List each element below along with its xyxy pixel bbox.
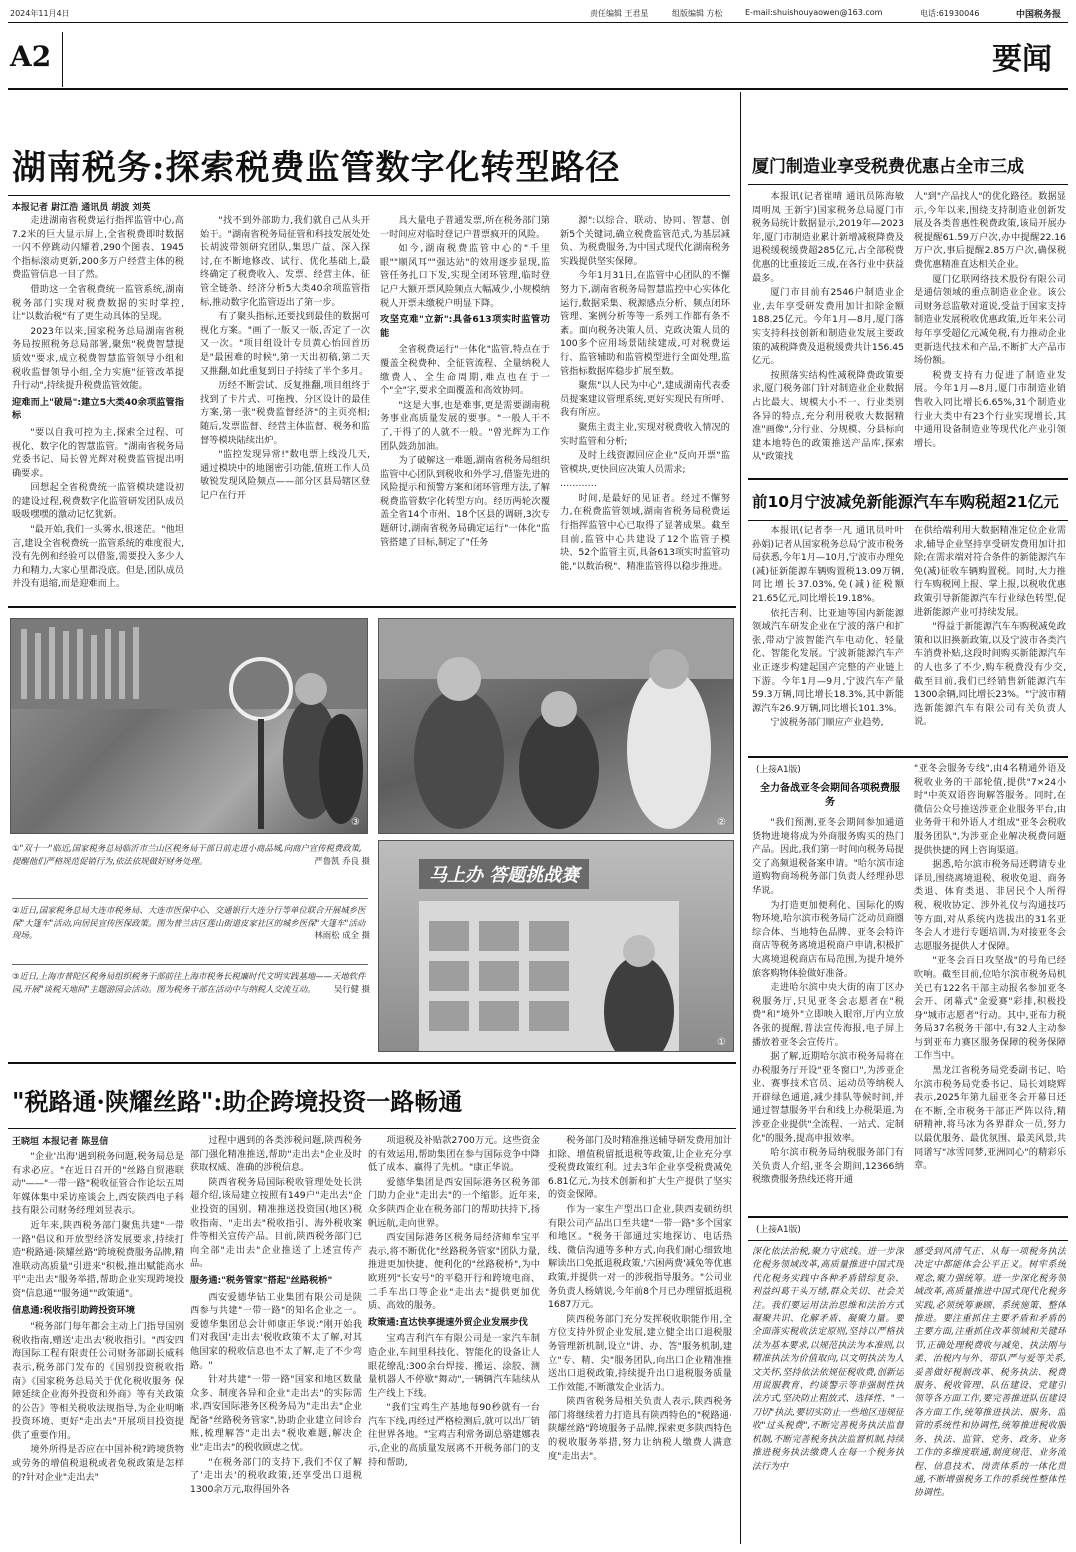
article2-column-4	[548, 1134, 732, 1544]
photo-1-store	[10, 618, 368, 834]
paragraph: 为了破解这一难题,湖南省税务局组织监管中心团队到税收和外学习,借鉴先进的风险提示和预警方案和闭环管理方法,了解税费监管数字化转型方向。经历两轮次覆盖全省14个市州、18个区县的调研,3次专题研讨,湖南省税务局确定运行"一体化"监管搭建了目标,制定了"任务	[380, 455, 550, 548]
paragraph: 具大量电子普通发票,所在税务部门第一时间应对临时登记户普票疯开的风险。	[380, 215, 550, 240]
right2-headline: 前10月宁波减免新能源汽车车购税超21亿元	[752, 493, 1059, 511]
paragraph: 本报讯(记者崔晴 通讯员陈海敏 周明凤 王新宇)国家税务总局厦门市税务局统计数据显示,2019年—2023年,厦门市制造业累计新增减税降费及退税缓税缓费超285亿元,占全部税费优惠的比重接近三成,在各行业中获益最多。	[752, 191, 904, 284]
paragraph: 如今,湖南税费监管中心的"千里眼""顺风耳""强达站"的效用逐步显现,监管任务扎口下发,实现全闭环管理,临时登记户大额开票风险频点大幅减少,小规模纳税人开票未缴税户明显下降。	[380, 243, 550, 309]
lead-column-4	[560, 214, 730, 598]
right1-column-2	[914, 190, 1066, 472]
masthead-editor: 责任编辑 王君星	[590, 9, 649, 18]
paragraph: "亚冬会百日攻坚战"的号角已经吹响。截至目前,位哈尔滨市税务局机关已有122名干部主动报名参加亚冬会开、闭幕式"金爱赛"彩排,积极投身"城市志愿者"行动。其中,亚布力税务局37名税务干部中,有32人主动参与到亚布力赛区服务保障的税务保障工作当中。	[914, 955, 1066, 1062]
right1-column-1	[752, 190, 904, 472]
masthead-phone: 电话:61930046	[920, 9, 980, 18]
paragraph: 陕西省税务局相关负责人表示,陕西税务部门将继续着力打造具有陕西特色的"税路通·陕耀丝路"跨境服务子品牌,探索更多陕西特色的税收服务举措,努力让纳税人缴费人满意度"走出去"。	[548, 1396, 732, 1462]
right2-column-1	[752, 524, 904, 750]
paragraph: 2023年以来,国家税务总局湖南省税务局按照税务总局部署,聚焦"税费智慧提质效"要求,成立税费智慧监管领导小组和税收监督领导小组,全力实施"征管改革提升行动",持续提升税费监管效能。	[12, 325, 184, 392]
paragraph: 回想起全省税费统一监管模块建设初的建设过程,税费数字化监管研发团队成员吸吸嘿嘿的激动记忆犹新。	[12, 482, 184, 521]
paragraph: 陕西省税务局国际税收管理处处长洪超介绍,该局建立按照有149户"走出去"企业投资的国别、精准推送投资国(地区)税收指南、"走出去"税收指引、海外税收案件等相关宣传产品。目前,陕西税务部门已向全部"走出去"企业推送了上述宣传产品。	[190, 1176, 362, 1270]
paragraph: "最开始,我们一头雾水,很迷茫。"他坦言,建设全省税费统一监管系统的难度很大,没有先例和经验可以借鉴,需要投入多少人力和精力,大家心里都没底。但是,团队成员并没有退缩,而是迎难而上。	[12, 524, 184, 590]
paragraph: 宁波税务部门顺应产业趋势,	[770, 717, 884, 729]
paragraph: 聚焦"以人民为中心",建成湖南代表委员提案建议管理系统,更好实现民有所呼、我有所应。	[560, 380, 730, 419]
paragraph: "我们宝鸡生产基地每90秒就有一台汽车下线,再经过严格检测后,就可以出厂销往世界各地。"宝鸡吉利常务副总骆建娜表示,企业的高质量发展离不开税务部门的支持和帮助,	[368, 1402, 540, 1468]
paragraph: 人"到"产品找人"的优化路径。数据显示,今年以来,围绕支持制造业创新发展及各类普惠性税费政策,该局开展办税提醒61.59万户次,办中提醒22.16万户次,事后提醒2.85万户次,确保税费优惠精准直达相关企业。	[914, 191, 1066, 270]
paragraph: 历经不断尝试、反复推翻,项目组终于找到了卡片式、可拖拽、分区设计的最佳方案,第一张"税费监督经济"的主页亮相;随后,发票监督、经营主体监督、税务和监督等模块陆续出炉。	[200, 380, 370, 446]
paragraph: "亚冬会服务专线",由4名精通外语及税收业务的干部轮值,提供"7×24小时"中英双语咨询解答服务。同时,在微信公众号推送涉亚企业服务平台,由业务骨干和外语人才组成"亚冬会税收服务团队",为涉亚企业解决税费问题提供快捷的网上咨询渠道。	[914, 763, 1066, 856]
subheading: 信息通:税收指引助跨投资环境	[12, 1304, 136, 1316]
paragraph: 据悉,哈尔滨市税务局还聘请专业译员,围绕离境退税、税收免退、商务类退、体育类退、非居民个人所得税、税收协定、涉外礼仪与沟通技巧等方面,对从系统内选拔出的31名亚冬会人才进行专题培训,为对接亚冬会志愿服务提供人才保障。	[914, 859, 1066, 952]
paragraph: 全省税费运行"一体化"监管,特点在于覆盖全税费种、全征管流程、全量纳税人缴费人、全生命周期,难点也在于一个"全"字,要求全面覆盖和高效协同。	[380, 344, 550, 397]
paragraph: "找不到外部助力,我们就自己从头开始干。"湖南省税务局征管和科技发展处处长胡波带领研究团队,集思广益、深入探讨,在不断地修改、试行、优化基础上,最终确定了税费收入、发票、经营主体、征管全链条、经济分析5大类40余项监管指标,推动数字化监管迈出了第一步。	[200, 215, 370, 308]
paragraph: 走进湖南省税费运行指挥监管中心,高7.2米的巨大显示屏上,全省税费即时数据一闪不停跳动闪耀着,290个图表、1945个指标滚动更新,200多万户经营主体的税费监管信息一目了然。	[12, 215, 184, 281]
right3-subhead: 全力备战亚冬会期间各项税费服务	[760, 783, 900, 808]
page-number: A2	[10, 40, 52, 73]
lead-headline: 湖南税务:探索税费监管数字化转型路径	[12, 148, 621, 188]
paragraph: "监控发现异常!"数电票上线没几天,通过模块中的地图密引功能,值班工作人员敏锐发现风险频点——部分区县局辖区登记户在行开	[200, 449, 370, 501]
photo-credit: 严鲁凯 乔良 摄	[314, 855, 370, 866]
subheading: 攻坚克难"立新":具备613项实时监管功能	[380, 314, 550, 339]
article2-column-2	[190, 1134, 362, 1544]
paragraph: 时间,是最好的见证者。经过不懈努力,在税费监管领域,湖南省税务局税费运行指挥监管中心已取得了显著成果。截至目前,监管中心共建设了12个监管子模块、52个监管主页,具备613项实时监管功能,"以数治税"、精准监管得以稳步推进。	[560, 492, 730, 572]
paragraph: "企业'出海'遇到税务问题,税务局总是有求必应。"在近日召开的"丝路自贸港联动"——"一带一路"税收征管合作论坛五周年媒体集中采访座谈会上,西安陕西电子科技有限公司财务经理刘昱表示。	[12, 1151, 184, 1217]
paragraph: 今年1月31日,在监管中心团队的不懈努力下,湖南省税务局智慧监控中心实体化运行,数据采集、税源感点分析、频点闭环管理、案例分析等等一系列工作都有条不紊。面向税务决策人员、克政决策人员的100多个应用场景陆续建成,可对税费运行、监管辅助和监管模型进行全面处理,监管指标数据库稳步扩展至数。	[560, 270, 730, 377]
svg-text:①: ①	[717, 1037, 726, 1048]
paragraph: 按照落实结构性减税降费政策要求,厦门税务部门针对制造业企业数据占比最大、规模大小不一、行业类别各异的特点,充分利用税收大数据精准"画像",分行业、分规模、分县标向建本地特色的政策推送产品库,探索从"政策找	[752, 369, 904, 463]
subheading: 迎难而上"破局":建立5大类40余项监管指标	[12, 396, 184, 422]
article2-column-1	[12, 1150, 184, 1544]
paragraph: 厦门市目前有2546户制造业企业,去年享受研发费用加计扣除金额188.25亿元。今年1月—8月,厦门落实支持科技创新和制造业发展主要政策的减税降费及退税缓费共计156.45亿元。	[752, 287, 904, 367]
paragraph: 借助这一全省税费统一监管系统,湖南税务部门实现对税费数据的实时掌控,让"以数治税"有了更生动具体的呈现。	[12, 283, 184, 323]
paragraph: 厦门亿联网络技术股份有限公司是通信领域的重点制造业企业。该公司财务总监敬对道说,受益于国家支持制造业发展税收优惠政策,近年来公司每年享受超亿元减免税,有力推动企业更新迭代技术和产品,不断扩大产品市场份额。	[914, 273, 1066, 367]
paragraph: 依托吉利、比亚迪等国内新能源领域汽车研发企业在宁波的落户和扩张,带动宁波智能汽车电动化、轻量化、智能化发展。宁波新能源汽车产业正逐步构建起国产完整的产业链上下游。今年1月—9月,宁波汽车产量59.3万辆,同比增长18.3%,其中新能源汽车26.9万辆,同比增长101.3%。	[752, 607, 904, 714]
paragraph: "得益于新能源汽车车购税减免政策和以旧换新政策,以及宁波市各类汽车消费补贴,这段时间购买新能源汽车的人也多了不少,购车税费没有少交,截至目前,我们已经销售新能源汽车1300余辆,同比增长23%。"宁波市精选新能源汽车有限公司有关负责人说。	[914, 621, 1066, 728]
paragraph: 为打造更加便利化、国际化的购物环境,哈尔滨市税务局广泛动员商圈综合体、当地特色品牌、亚冬会特许商店等税务离境退税商户申请,积极扩大离境退税商店布局范围,为提升境外旅客购物体验做好准备。	[752, 899, 904, 979]
paragraph: "要以自我可控为主,探索全过程、可视化、数字化的智慧监管。"湖南省税务局党委书记、局长曾光辉对税费监管提出明确要求。	[12, 426, 184, 479]
paragraph: 及时上线资源回应企业"反向开票"监管模块,更快回应决策人员需求;	[560, 450, 730, 475]
caption-text: ③近日,上海市普陀区税务局组织税务干部前往上海市税务长税廉时代文明实践基地——天地软件园,开展"谈税天地间"主题游园会活动。图为税务干部在活动中与纳税人交流互动。	[12, 971, 366, 994]
lead-column-2	[200, 214, 370, 598]
photo-2-medical-insurance	[378, 618, 734, 834]
caption-2	[12, 904, 370, 942]
paragraph: 宝鸡吉利汽车有限公司是一家汽车制造企业,车间里科技化、智能化的设备让人眼花缭乱:300余台焊接、搬运、涂胶、测量机器人不停歇"舞动",一辆辆汽车陆续从生产线上下线。	[368, 1333, 540, 1399]
caption-1	[12, 842, 370, 867]
paragraph: 境外所得是否应在中国补税?跨境货物或劳务的增值税退税或者免税政策是怎样的?针对企业"走出去"	[12, 1444, 184, 1483]
paragraph: 过程中遇到的各类涉税问题,陕西税务部门强化精准推送,帮助"走出去"企业及时获取权威、准确的涉税信息。	[190, 1135, 362, 1174]
right1-headline: 厦门制造业享受税费优惠占全市三成	[752, 157, 1024, 177]
photo-3-quiz-event	[378, 840, 734, 1052]
paragraph: 在供给端利用大数据精准定位企业需求,辅导企业坚持享受研发费用加计扣除;在需求端对符合条件的新能源汽车免(减)征收车辆购置税。同时,大力推行车购税网上报、掌上报,以税收优惠政策引导新能源汽车行业绿色转型,促进新能源产业可持续发展。	[914, 525, 1066, 618]
photo-1-illustration	[11, 619, 368, 834]
masthead-rule	[8, 22, 1068, 23]
right2-column-2	[914, 524, 1066, 750]
paragraph: 走进哈尔滨中央大街的南丁区办税服务厅,只见亚冬会志愿者在"税费"和"境外"立即映入眼帘,厅内立放各张的提醒,普法宣传海报,电子屏上播放着亚冬会宣传片。	[752, 982, 904, 1048]
masthead-date: 2024年11月4日	[10, 9, 70, 18]
photo-3-banner: 马上办 答题挑战赛	[419, 859, 589, 889]
paragraph: …………	[560, 478, 597, 490]
lead-byline: 本报记者 尉江浩 通讯员 胡波 刘英	[12, 203, 151, 213]
right4-column-2: 感受到风清气正、从每一项税务执法决定中都能体会公平正义。树牢系统观念,聚力强统筹。进一步深化税务领域改革,高质量推进中国式现代化税务实践,必须统筹兼顾、系统施策、整体推进。要注重抓住主要矛盾和矛盾的主要方面,注重抓住改革领域和关键环节,正确处理税费收与减免、执法刚与柔、治税内与外、带队严与爱等关系,妥善做好税制改革、税务执法、税费服务、税收管理、队伍建设、党建引领等各方面工作,要完善推进队伍建设各方面工作,统筹推进执法、服务、监管的系统性和协调性,统筹推进税收服务、执法、监管、党务、政务、业务工作的多维度联通,制度规范、业务流程、信息技术、岗责体系的一体化贯通,不断增强税务工作的系统性整体性协调性。	[914, 1247, 1066, 1499]
paragraph: "在税务部门的支持下,我们不仅了解了'走出去'的税收政策,还享受出口退税1300余万元,取得国外各	[190, 1456, 362, 1495]
paragraph: 哈尔滨市税务局纳税服务部门有关负责人介绍,亚冬会期间,12366纳税缴费服务热线还将开通	[752, 1147, 904, 1186]
paragraph: 作为一家生产型出口企业,陕西麦硕纺织有限公司产品出口至共建"一带一路"多个国家和地区。"税务干部通过实地探访、电话热线、微信沟通等多种方式,向我们耐心细致地解读出口免抵退税政策,'六困两费'减免等优惠政策,并提供一对一的涉税指导服务。"公司业务负责人杨婧说,今年前8个月已办理留抵退税1687万元。	[548, 1203, 732, 1311]
right4-column-1: 深化依法治税,聚力守底线。进一步深化税务领域改革,高质量推进中国式现代化税务实践中各种矛盾错综复杂、利益纠葛干头万绪,群众关切、社会关注。我们要运用法治思维和法治方式凝聚共识、化解矛盾、凝聚力量。要全面落实税收法定原则,坚持以严格执法为基本要求,以规范执法为本准则,以精准执法为价值取向,以文明执法为人文关怀,坚持依法依规征税收费,创新运用说服教育、约谈警示等非强制性执法方式,坚决防止粗放式、选择性、"一刀切"执法,要切实防止一些地区违规征收"过头税费",不断完善税务执法监督机制,不断完善税务执法监督机制,持续推进税务执法缴费人在每一个税务执法行为中	[752, 1247, 904, 1472]
paragraph: 陕西税务部门充分发挥税收职能作用,全方位支持外贸企业发展,建立健全出口退税服务管理新机制,设立"讲、办、答"服务机制,建立"专、精、尖"服务团队,向出口企业精准推送出口退税政策,持续提升出口退税服务质量工作效能,不断激发企业活力。	[548, 1313, 732, 1393]
paragraph: 本报讯(记者李一凡 通讯员叶叶 孙娟)记者从国家税务总局宁波市税务局获悉,今年1月—10月,宁波市办理免(减)征新能源车辆购置税13.09万辆,同比增长37.03%,免(减)征税额21.65亿元,同比增长19.18%。	[752, 525, 904, 604]
paragraph: 项退税及补贴款2700万元。这些资金的有效运用,帮助集团在参与国际竞争中降低了成本、赢得了先机。"康正华说。	[368, 1135, 540, 1174]
paragraph: 聚焦主责主业,实现对税费收入情况的实时监管和分析;	[560, 421, 730, 447]
paragraph: "我们预测,亚冬会期间参加通道货物进境将成为外商服务购买的热门产品。因此,我们第一时间向税务局提交了高频退税备案申请。"哈尔滨市途道购物商场税务部门负责人经理孙思华说。	[752, 817, 904, 896]
masthead-email[interactable]: E-mail:shuishouyaowen@163.com	[745, 8, 883, 17]
paragraph: 源":以综合、联动、协同、智慧、创新5个关键词,确立税费监管范式,为基层减负、为税费服务,为中国式现代化湖南税务实践提供坚实保障。	[560, 215, 730, 267]
svg-text:③: ③	[351, 817, 360, 828]
paragraph: 爱德华集团是西安国际港务区税务部门助力企业"走出去"的一个缩影。近年来,众多陕西企业在税务部门的帮助扶持下,扬帆远航,走向世界。	[368, 1176, 540, 1229]
masthead-paper: 中国税务报	[1016, 10, 1062, 20]
header-rule	[8, 88, 1068, 90]
masthead-layout: 组版编辑 方松	[672, 9, 723, 18]
article2-byline: 王晓垣 本报记者 陈昱信	[12, 1137, 109, 1147]
paragraph: 税务部门及时精准推送辅导研发费用加计扣除、增值税留抵退税等政策,让企业充分享受税费政策红利。过去3年企业享受税费减免6.81亿元,为技术创新和扩大生产提供了坚实的资金保障。	[548, 1135, 732, 1201]
photo-credit: 吴行健 摄	[333, 983, 370, 994]
paragraph: 近年来,陕西税务部门聚焦共建"一带一路"倡议和开放型经济发展要求,持续打造"税路通·陕耀丝路"跨境税费服务品牌,精准联动高质量"引进来"积极,推出赋能高水平"走出去"服务举措,帮助企业实现跨境投资"信息通""服务通""政策通"。	[12, 1219, 184, 1299]
article2-headline: "税路通·陕耀丝路":助企跨境投资一路畅通	[12, 1087, 463, 1116]
paragraph: 据了解,近期哈尔滨市税务局将在办税服务厅开设"亚冬窗口",为涉亚企业、赛事技术官员、运动员等纳税人开辟绿色通道,减少排队等候时间,并通过智慧服务平台和线上办税渠道,为涉亚企业提供"全流程、一站式、定制化"的服务,提高申报效率。	[752, 1051, 904, 1144]
subheading: 政策通:直达快享提速外贸企业发展步伐	[368, 1316, 528, 1328]
paragraph: 有了聚头指标,还要找到最佳的数据可视化方案。"画了一版又一版,否定了一次又一次。"项目组设计专员黄心怡回首历是"最困难的时候",第一天出初稿,第二天又推翻,如此重复到日子持续了半个多月。	[200, 311, 370, 377]
svg-text:②: ②	[717, 817, 726, 828]
section-name: 要闻	[992, 42, 1052, 77]
paragraph: 黑龙江省税务局党委副书记、哈尔滨市税务局党委书记、局长刘晓辉表示,2025年第九届亚冬会开幕日还在不断,全市税务干部正严阵以待,精研精神,将马冰为各界群众一员,努力以最优服务、最优氛围、最美风景,共同谱写"冰雪同梦,亚洲同心"的精彩乐章。	[914, 1065, 1066, 1172]
caption-text: ②近日,国家税务总局大连市税务局、大连市医保中心、交通银行大连分行等单位联合开展城乡医保"大篷车"活动,向居民宣传医保政策。图为普兰店区莲山街道皮家社区的城乡医保"大篷车"活动现场。	[12, 905, 366, 940]
paragraph: 西安国际港务区税务局经济师牟宝平表示,将不断优化"丝路税务管家"团队力量,推进更加快捷、便利化的"丝路税桥",为中欧班列"长安号"的平稳开行和跨境电商、二手车出口等企业"走出去"提供更加优质、高效的服务。	[368, 1232, 540, 1312]
paragraph: 税费支持有力促进了制造业发展。今年1月—8月,厦门市制造业销售收入同比增长6.65%,31个制造业行业大类中有23个行业实现增长,其中通用设备制造业等现代化产业引领增长。	[914, 369, 1066, 449]
continued-tag-2: (上接A1版)	[756, 1225, 801, 1235]
article2-column-3	[368, 1134, 540, 1544]
paragraph: 针对共建"一带一路"国家和地区数量众多、制度各异和企业"走出去"的实际需求,西安国际港务区税务局为"走出去"企业配备"丝路税务管家",协助企业建立问诊台账,梳理解答"走出去"税收难题,解决企业"走出去"的税收顾虑之忧。	[190, 1374, 362, 1454]
continued-tag-1: (上接A1版)	[756, 765, 801, 775]
caption-text: ①"双十一"临近,国家税务总局临沂市兰山区税务局干部日前走进小商品城,向商户宣传税费政策,提醒他们严格规范促销行为,依法依规做好财务处理。	[12, 843, 362, 866]
paragraph: "这是大事,也是难事,更是需要湖南税务事业高质量发展的要事。"一般人干不了,干得了的人就不一般。"曾光辉为工作团队鼓劲加油。	[380, 399, 550, 452]
lead-column-1	[12, 214, 184, 598]
lead-column-3	[380, 214, 550, 598]
paragraph: 西安爱德华钻工业集团有限公司是陕西参与共建"一带一路"的知名企业之一。爱德华集团总会计师康正华说:"刚开始我们对我国'走出去'税收政策不太了解,对其他国家的税收信息也不太了解,走了不少弯路。"	[190, 1291, 362, 1371]
caption-3	[12, 970, 370, 995]
photo-credit: 林雨松 成全 摄	[314, 930, 370, 940]
photo-2-illustration	[379, 619, 734, 834]
paragraph: "税务部门每年都会主动上门指导国别税收指南,赠送'走出去'税收指引。"西安四海国际工程有限责任公司财务部副长威科表示,税务部门发布的《国别投资税收指南》《国家税务总局关于优化税收服务 保障延续企业海外投资和外商》等有关政策的公告》等相关税收法规指导,为企业明晰投资环境、更好"走出去"开展项目投资提供了重要作用。	[12, 1321, 184, 1441]
subheading: 服务通:"税务管家"搭起"丝路税桥"	[190, 1274, 333, 1286]
